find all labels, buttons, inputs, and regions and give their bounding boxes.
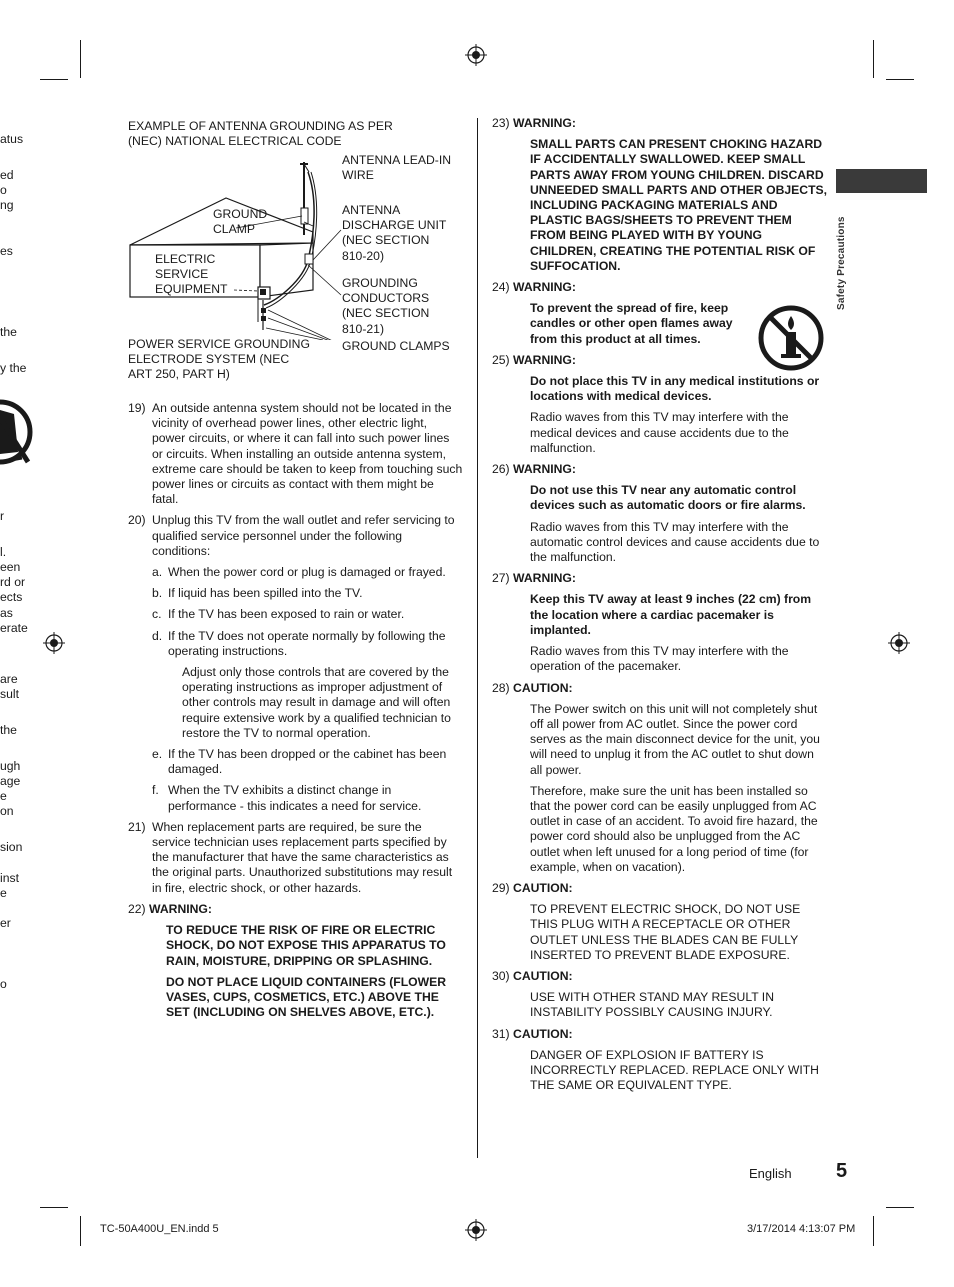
edge-fragment: o	[0, 977, 7, 991]
item-text: An outside antenna system should not be located in the vicinity of overhead power lines, other electric light, power circuits, or where it can fall into such power lines or circuits. When installing an outside antenna system, extreme care should be taken to keep from touching such power lines or circuits as contact with them might be fatal.	[152, 401, 463, 507]
sub-item-e	[152, 747, 463, 777]
antenna-figure-title-line: (NEC) NATIONAL ELECTRICAL CODE	[128, 134, 342, 149]
label-line: (NEC SECTION	[342, 306, 430, 321]
crop-mark	[80, 1216, 81, 1246]
list-item-22	[128, 902, 463, 1020]
sub-item-f	[152, 783, 463, 813]
crop-mark	[886, 79, 914, 80]
crop-mark	[40, 1207, 68, 1208]
warning-text: To prevent the spread of fire, keep candles or other open flames away from this product at all times.	[530, 301, 733, 346]
label-line: SERVICE	[155, 267, 209, 282]
label-line: GROUND	[213, 207, 268, 221]
list-item-19	[128, 401, 463, 507]
label-line: ART 250, PART H)	[128, 367, 230, 382]
label-line: 810-20)	[342, 248, 385, 263]
edge-fragment: ugh	[0, 759, 21, 773]
sub-item-text: When the TV exhibits a distinct change in performance - this indicates a need for service.	[168, 783, 422, 813]
warning-label: WARNING:	[513, 280, 576, 295]
sub-item-letter: d.	[152, 628, 163, 643]
tip-over-warning-icon	[0, 392, 36, 472]
list-item-27	[492, 571, 828, 586]
label-ground-clamp	[213, 207, 267, 237]
left-column	[128, 401, 463, 1026]
warning-text: Do not use this TV near any automatic control devices such as automatic doors or fire alarms.	[530, 483, 806, 513]
item-number: 29)	[492, 880, 510, 895]
item-number: 26)	[492, 462, 510, 477]
sub-item-letter: a.	[152, 565, 163, 580]
caution-label: CAUTION:	[513, 880, 573, 895]
footer-language: English	[749, 1166, 792, 1181]
sub-item-text: If liquid has been spilled into the TV.	[168, 586, 363, 601]
warning-text: TO REDUCE THE RISK OF FIRE OR ELECTRIC SHOCK, DO NOT EXPOSE THIS APPARATUS TO RAIN, MOISTURE, DRIPPING OR SPLASHING.	[166, 923, 446, 968]
footer-file: TC-50A400U_EN.indd 5	[100, 1223, 219, 1235]
crop-mark	[40, 79, 68, 80]
caution-text: TO PREVENT ELECTRIC SHOCK, DO NOT USE THIS PLUG WITH A RECEPTACLE OR OTHER OUTLET UNLESS THE BLADES CAN BE FULLY INSERTED TO PREVENT BLADE EXPOSURE.	[530, 902, 801, 962]
list-item-20	[128, 513, 463, 559]
label-line: CONDUCTORS	[342, 291, 430, 306]
label-line: GROUNDING	[342, 276, 418, 290]
warning-detail: Radio waves from this TV may interfere with the medical devices and cause accidents due to the malfunction.	[530, 410, 789, 455]
caution-text: USE WITH OTHER STAND MAY RESULT IN INSTABILITY POSSIBLY CAUSING INJURY.	[530, 990, 774, 1020]
sub-item-letter: f.	[152, 783, 159, 798]
edge-fragment: the	[0, 723, 17, 737]
sub-item-d-detail: Adjust only those controls that are covered by the operating instructions as improper adjustment of other controls may result in damage and will often require extensive work by a qualified technician to restore the TV to normal operation.	[182, 665, 451, 740]
sub-item-text: If the TV has been exposed to rain or water.	[168, 607, 405, 622]
edge-fragment: een	[0, 560, 21, 574]
edge-fragment: rd or	[0, 575, 26, 589]
edge-fragment: ng	[0, 198, 14, 212]
warning-text: Do not place this TV in any medical institutions or locations with medical devices.	[530, 374, 820, 404]
item-number: 21)	[128, 819, 146, 834]
label-line: 810-21)	[342, 321, 385, 336]
warning-label: WARNING:	[513, 352, 576, 367]
sub-item-letter: b.	[152, 586, 163, 601]
warning-detail: Radio waves from this TV may interfere with the operation of the pacemaker.	[530, 644, 789, 674]
caution-text: The Power switch on this unit will not completely shut off all power from AC outlet. Since the power cord serves as the main disconnect device for the unit, you will need to unplug it from the AC outlet to shut down all power.	[530, 701, 820, 777]
sub-item-text: When the power cord or plug is damaged or frayed.	[168, 565, 446, 580]
edge-fragment: es	[0, 244, 13, 258]
item-number: 28)	[492, 680, 510, 695]
right-column	[492, 116, 828, 1099]
item-number: 23)	[492, 116, 510, 130]
edge-fragment: inst	[0, 871, 19, 885]
no-open-flame-icon	[757, 304, 825, 372]
edge-fragment: ects	[0, 590, 23, 604]
page-number: 5	[836, 1160, 848, 1182]
item-text: Unplug this TV from the wall outlet and refer servicing to qualified service personnel under the following conditions:	[152, 513, 455, 558]
label-line: DISCHARGE UNIT	[342, 218, 447, 233]
crop-mark	[80, 40, 81, 78]
label-line: CLAMP	[213, 222, 255, 237]
list-item-24	[492, 280, 828, 295]
label-power-service	[128, 337, 310, 383]
edge-fragment: age	[0, 774, 21, 788]
label-line: ANTENNA LEAD-IN	[342, 153, 452, 167]
label-line: EQUIPMENT	[155, 282, 228, 297]
registration-mark-bottom	[465, 1219, 487, 1241]
edge-fragment: on	[0, 804, 14, 818]
edge-fragment: o	[0, 183, 7, 197]
crop-mark	[886, 1207, 914, 1208]
item-number: 31)	[492, 1026, 510, 1041]
item-heading	[128, 902, 463, 917]
edge-fragment: e	[0, 789, 7, 803]
sub-item-text: If the TV does not operate normally by following the operating instructions.	[168, 628, 446, 658]
item-number: 24)	[492, 280, 510, 295]
sub-item-text: If the TV has been dropped or the cabinet has been damaged.	[168, 747, 447, 777]
footer-timestamp: 3/17/2014 4:13:07 PM	[747, 1223, 856, 1235]
edge-fragment: the	[0, 325, 17, 339]
registration-mark-right	[888, 632, 910, 654]
caution-text: Therefore, make sure the unit has been installed so that the power cord can be easily unplugged from AC outlet in case of an accident. To avoid fire hazard, the power cord should also be unplugged from the AC outlet when left unused for a long period of time (for example, when on vacation).	[530, 783, 818, 874]
edge-fragment: e	[0, 886, 7, 900]
warning-label: WARNING:	[513, 571, 576, 586]
item-number: 30)	[492, 968, 510, 983]
warning-label: WARNING:	[513, 116, 576, 130]
list-item-28	[492, 681, 828, 696]
label-antenna-lead-in	[342, 153, 451, 183]
warning-label: WARNING:	[149, 901, 212, 916]
item-number: 25)	[492, 352, 510, 367]
section-name: Safety Precautions	[836, 216, 847, 310]
antenna-figure-title-line: EXAMPLE OF ANTENNA GROUNDING AS PER	[128, 119, 393, 133]
sub-item-c	[152, 607, 463, 622]
warning-text: Keep this TV away at least 9 inches (22 cm) from the location where a cardiac pacemaker is implanted.	[530, 592, 812, 637]
label-line: POWER SERVICE GROUNDING	[128, 337, 310, 351]
edge-fragment: r	[0, 509, 5, 523]
column-divider	[477, 118, 478, 1158]
item-number: 19)	[128, 401, 146, 415]
label-discharge-unit	[342, 203, 446, 264]
list-item-21	[128, 820, 463, 896]
crop-mark	[873, 40, 874, 78]
label-grounding-conductors	[342, 276, 429, 337]
edge-fragment: y the	[0, 361, 27, 375]
warning-label: WARNING:	[513, 462, 576, 477]
warning-detail: Radio waves from this TV may interfere with the automatic control devices and cause accidents due to the malfunction.	[530, 519, 820, 565]
edge-fragment: er	[0, 916, 11, 930]
label-line: ELECTRODE SYSTEM (NEC	[128, 352, 290, 367]
label-line: WIRE	[342, 168, 374, 183]
edge-fragment: erate	[0, 621, 28, 635]
label-electric-service	[155, 252, 227, 298]
list-item-31	[492, 1027, 828, 1042]
sub-item-letter: c.	[152, 607, 162, 622]
crop-mark	[873, 1216, 874, 1246]
antenna-figure-title	[128, 119, 393, 149]
sub-item-d	[152, 629, 463, 659]
warning-text: SMALL PARTS CAN PRESENT CHOKING HAZARD IF ACCIDENTALLY SWALLOWED. KEEP SMALL PARTS AWAY FROM YOUNG CHILDREN. DISCARD UNNEEDED SMALL PARTS AND OTHER OBJECTS, INCLUDING PACKAGING MATERIALS AND PLASTIC BAGS/SHEETS TO PREVENT THEM FROM BEING PLAYED WITH BY YOUNG CHILDREN, CREATING THE POTENTIAL RISK OF SUFFOCATION.	[530, 137, 828, 273]
label-line: ELECTRIC	[155, 252, 216, 266]
section-side-label	[836, 200, 850, 310]
registration-mark-top	[465, 44, 487, 66]
caution-label: CAUTION:	[513, 968, 573, 983]
list-item-30	[492, 969, 828, 984]
warning-text: DO NOT PLACE LIQUID CONTAINERS (FLOWER VASES, CUPS, COSMETICS, ETC.) ABOVE THE SET (INCLUDING ON SHELVES ABOVE, ETC.).	[166, 974, 447, 1020]
antenna-grounding-diagram	[128, 150, 343, 340]
edge-fragment: atus	[0, 132, 24, 146]
edge-fragment: are	[0, 672, 18, 686]
registration-mark-left	[43, 632, 65, 654]
caution-label: CAUTION:	[513, 1026, 573, 1041]
caution-label: CAUTION:	[513, 680, 573, 695]
label-ground-clamps: GROUND CLAMPS	[342, 339, 450, 353]
list-item-29	[492, 881, 828, 896]
item-text: When replacement parts are required, be sure the service technician uses replacement parts specified by the manufacturer that have the same characteristics as the original parts. Unauthorized substitutions may result in fire, electric shock, or other hazards.	[152, 819, 453, 895]
item-number: 22)	[128, 901, 146, 916]
caution-text: DANGER OF EXPLOSION IF BATTERY IS INCORRECTLY REPLACED. REPLACE ONLY WITH THE SAME OR EQUIVALENT TYPE.	[530, 1047, 819, 1093]
sub-item-letter: e.	[152, 747, 163, 762]
item-number: 27)	[492, 571, 510, 586]
edge-fragment: ed	[0, 168, 14, 182]
list-item-26	[492, 462, 828, 477]
label-line: (NEC SECTION	[342, 233, 430, 248]
sub-item-b	[152, 586, 463, 601]
edge-fragment: sult	[0, 687, 19, 701]
item-number: 20)	[128, 513, 146, 528]
label-line: ANTENNA	[342, 203, 401, 217]
edge-fragment: l.	[0, 545, 7, 559]
section-tab	[836, 169, 927, 193]
edge-fragment: sion	[0, 840, 23, 854]
edge-fragment: as	[0, 606, 13, 620]
list-item-23	[492, 116, 828, 131]
sub-item-a	[152, 565, 463, 580]
